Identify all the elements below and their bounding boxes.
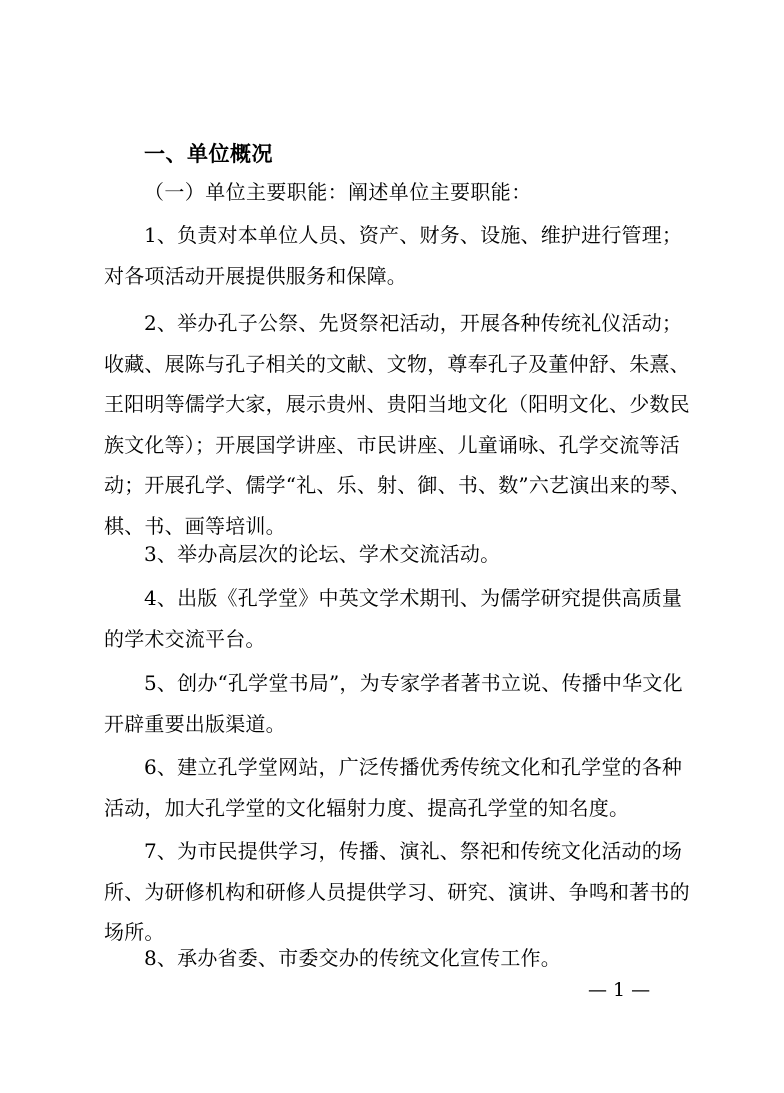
paragraph-7: 7、为市民提供学习，传播、演礼、祭祀和传统文化活动的场所、为研修机构和研修人员提供学习、研究、演讲、争鸣和著书的场所。 [104, 839, 690, 944]
subsection-heading: （一）单位主要职能：阐述单位主要职能： [144, 180, 532, 204]
paragraph-8: 8、承办省委、市委交办的传统文化宣传工作。 [144, 946, 561, 970]
paragraph-5: 5、创办“孔学堂书局”，为专家学者著书立说、传播中华文化开辟重要出版渠道。 [104, 671, 683, 736]
page-number: — 1 — [588, 979, 651, 1001]
paragraph-3: 3、举办高层次的论坛、学术交流活动。 [144, 542, 501, 566]
paragraph-1: 1、负责对本单位人员、资产、财务、设施、维护进行管理；对各项活动开展提供服务和保障。 [104, 223, 683, 288]
section-heading: 一、单位概况 [144, 142, 273, 166]
paragraph-4: 4、出版《孔学堂》中英文学术期刊、为儒学研究提供高质量的学术交流平台。 [104, 586, 683, 651]
paragraph-2: 2、举办孔子公祭、先贤祭祀活动，开展各种传统礼仪活动；收藏、展陈与孔子相关的文献、文物，尊奉孔子及董仲舒、朱熹、王阳明等儒学大家，展示贵州、贵阳当地文化（阳明文化、少数民族文化等）；开展国学讲座、市民讲座、儿童诵咏、孔学交流等活动；开展孔学、儒学“礼、乐、射、御、书、数”六艺演出来的琴、棋、书、画等培训。 [104, 311, 691, 538]
paragraph-6: 6、建立孔学堂网站，广泛传播优秀传统文化和孔学堂的各种活动，加大孔学堂的文化辐射力度、提高孔学堂的知名度。 [104, 755, 683, 820]
